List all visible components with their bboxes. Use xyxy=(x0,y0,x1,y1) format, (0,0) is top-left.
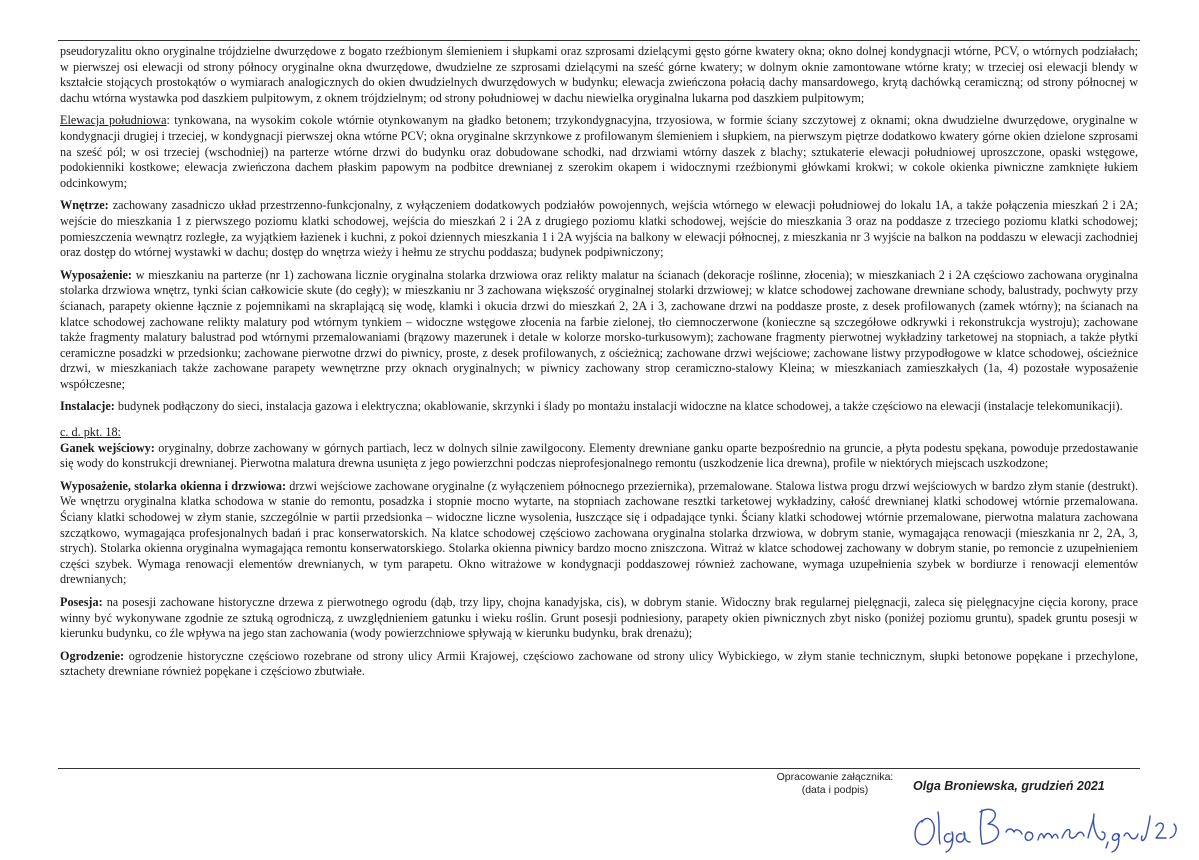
wyposazenie-label: Wyposażenie: xyxy=(60,267,132,282)
ganek-text: oryginalny, dobrze zachowany w górnych partiach, lecz w dolnych silnie zawilgocony. Elementy drewniane ganku oparte bezpośrednio na gruncie, a płyta podestu spękana, powoduje przedostawanie się wody do konstrukcji drewnianej. Pierwotna malatura drewna usunięta z jego powierzchni podczas nieprofesjonalnego remontu (uszkodzenie lica drewna), profile w niektórych miejscach uszkodzone; xyxy=(60,440,1138,471)
ogrodzenie-label: Ogrodzenie: xyxy=(60,648,125,663)
stolarka-label: Wyposażenie, stolarka okienna i drzwiowa: xyxy=(60,478,287,493)
footer-label xyxy=(760,771,910,797)
section-header: c. d. pkt. 18: xyxy=(60,425,121,440)
wyposazenie-paragraph xyxy=(60,268,1138,393)
ganek-label: Ganek wejściowy: xyxy=(60,440,155,455)
instalacje-paragraph xyxy=(60,399,1138,415)
intro-text: pseudoryzalitu okno oryginalne trójdzielne dwurzędowe z bogato rzeźbionym ślemieniem i słupkami oraz szprosami dzielącymi gęsto górne kwatery okna; okno dolnej kondygnacji wtórne, PCV, o wtórnych podziałach; w pierwszej osi elewacji od strony północy oryginalne okna dwurzędowe, dwudzielne ze szprosami dzielącymi na sześć górne kwatery; w dolnym oknie zamontowane wtórne kraty; w trzeciej osi elewacji blendy w kształcie stojących prostokątów o wymiarach analogicznych do okien dwudzielnych dwurzędowych w budynku; elewacja zwieńczona połacią dachy mansardowego, krytą dachówką ceramiczną; od strony północnej w dachu wtórna wystawka pod daszkiem pulpitowym, z oknem trójdzielnym; od strony południowej w dachu niewielka oryginalna lukarna pod daszkiem pulpitowym; xyxy=(60,44,1138,105)
ogrodzenie-text: ogrodzenie historyczne częściowo rozebrane od strony ulicy Armii Krajowej, częściowo zachowane od strony ulicy Wybickiego, w złym stanie technicznym, słupki betonowe popękane i przechylone, sztachety drewniane również popękane i częściowo zbutwiałe. xyxy=(60,648,1138,679)
elewacja-poludniowa-paragraph xyxy=(60,113,1138,191)
stolarka-paragraph xyxy=(60,479,1138,588)
posesja-paragraph xyxy=(60,595,1138,642)
wnetrze-paragraph xyxy=(60,198,1138,260)
stolarka-text: drzwi wejściowe zachowane oryginalne (z wyłączeniem północnego przeziernika), przemalowane. Stalowa listwa progu drzwi wejściowych w bardzo złym stanie (destrukt). We wnętrzu oryginalna klatka schodowa w stanie do remontu, posadzka i stopnie mocno wytarte, na stopniach zachowane resztki tarketowej wykładziny, całość drewnianej klatki schodowej wtórnie przemalowana. Ściany klatki schodowej w złym stanie, szczególnie w partii przedsionka – widoczne liczne wysolenia, łuszczące się i odpadające tynki. Ściany klatki schodowej wtórnie przemalowane, pierwotna malatura zachowana szczątkowo, wymagająca profesjonalnych badań i prac konserwatorskich. Na klatce schodowej częściowo zachowana oryginalna stolarka drzwiowa, w dobrym stanie, wymagająca renowacji (mieszkania nr 2, 2A, 3, strych). Stolarka okienna oryginalna wymagająca remontu konserwatorskiego. Stolarka okienna piwnicy bardzo mocno zniszczona. Witraż w klatce schodowej zachowany w dobrym stanie, po remoncie z uzupełnieniem części szybek. Wymaga renowacji elementów drewnianych, w tym parapetu. Okno witrażowe w kondygnacji poddaszowej również zachowane, wymaga uzupełnienia szybek w bordiurze i renowacji elementów drewnianych; xyxy=(60,478,1139,587)
posesja-label: Posesja: xyxy=(60,595,103,609)
footer-label-line2: (data i podpis) xyxy=(801,784,869,796)
footer-label-line1: Opracowanie załącznika: xyxy=(776,771,894,783)
elewacja-poludniowa-label: Elewacja południowa xyxy=(60,113,167,128)
bottom-rule xyxy=(58,768,1140,769)
intro-paragraph xyxy=(60,44,1138,106)
top-rule xyxy=(58,40,1140,41)
footer-author: Olga Broniewska, grudzień 2021 xyxy=(913,779,1105,793)
wnetrze-label: Wnętrze: xyxy=(60,198,109,213)
document-body xyxy=(60,44,1138,687)
instalacje-text: budynek podłączony do sieci, instalacja gazowa i elektryczna; okablowanie, skrzynki i ślady po montażu instalacji widoczne na klatce schodowej, a także częściowo na elewacji (instalacje telekomunikacji). xyxy=(114,399,1123,414)
posesja-text: na posesji zachowane historyczne drzewa z pierwotnego ogrodu (dąb, trzy lipy, chojna kanadyjska, cis), w dobrym stanie. Widoczny brak regularnej pielęgnacji, zaleca się pielęgnacyjne cięcia korony, prace winny być wykonywane zgodnie ze sztuką ogrodniczą, z uwzględnieniem gatunku i wieku roślin. Grunt posesji podniesiony, parapety okien piwnicznych zbyt nisko (poniżej poziomu gruntu), spadek gruntu posesji w kierunku budynku, co źle wpływa na jego stan zachowania (wody powierzchniowe spływają w kierunku budynku, brak drenażu); xyxy=(60,595,1138,641)
ogrodzenie-paragraph xyxy=(60,649,1138,680)
wyposazenie-text: w mieszkaniu na parterze (nr 1) zachowana licznie oryginalna stolarka drzwiowa oraz relikty malatur na ścianach (dekoracje roślinne, złocenia); w mieszkaniach 2 i 2A częściowo zachowana oryginalna stolarka drzwiowa wnętrz, tynki ścian całkowicie skute (do cegły); w mieszkaniu nr 3 zachowana większość oryginalnej stolarki drzwiowej; w klatce schodowej zachowane drewniane schody, balustrady, pochwyty przy ścianach, parapety okienne łącznie z pojemnikami na skraplającą się wodę, klamki i okucia drzwi do mieszkań 2, 2A i 3, zachowane drzwi na poddasze proste, z desek profilowanych (zamek wtórny); na ścianach na klatce schodowej zachowane relikty malatury pod wtórnym tynkiem – widoczne wstęgowe złocenia na farbie zielonej, tło ciemnoczerwone (konieczne są szczegółowe odkrywki i rekonstrukcja wystroju); zachowane także fragmenty malatury balustrad pod wtórnymi przemalowaniami (brązowy mazerunek i detale w kolorze morsko-turkusowym); zachowane fragmenty pierwotnej wykładziny tarketowej na stopniach, a także płytki ceramiczne posadzki w przedsionku; zachowane pierwotne drzwi do piwnicy, proste, z desek profilowanych, z ościeżnicą; zachowane drzwi wejściowe; zachowane listwy przypodłogowe w klatce schodowej, ościeżnice drzwi, w mieszkaniach także zachowane parapety wewnętrzne przy oknach oryginalnych; w piwnicy zachowany strop ceramiczno-stalowy Kleina; w mieszkaniach zamieszkałych (1a, 4) pozostałe wyposażenie współczesne; xyxy=(60,267,1138,391)
elewacja-poludniowa-text: : tynkowana, na wysokim cokole wtórnie otynkowanym na gładko betonem; trzykondygnacyjna, trzyosiowa, w formie ściany szczytowej z oknami; okna dwudzielne dwurzędowe, oryginalne w kondygnacji drugiej i trzeciej, w kondygnacji pierwszej okna wtórne PCV; okna oryginalne skrzynkowe z profilowanym ślemieniem i słupkiem, na pierwszym piętrze dodatkowo kwatery górne okien dzielone szprosami na sześć pól; w osi trzeciej (wschodniej) na parterze wtórne drzwi do budynku oraz dobudowane schodki, nad drzwiami wtórny daszek z blachy; sztukaterie elewacji południowej uproszczone, opaski wstęgowe, podokienniki kostkowe; elewacja zwieńczona dachem płaskim papowym na podbitce drewnianej z szerokim okapem i widocznymi rzeźbionymi główkami krokwi; w cokole okienka piwniczne zamknięte łukiem odcinkowym; xyxy=(60,113,1138,190)
ganek-paragraph xyxy=(60,441,1138,472)
wnetrze-text: zachowany zasadniczo układ przestrzenno-funkcjonalny, z wyłączeniem dodatkowych podziałów powojennych, wejścia wtórnego w elewacji południowej do lokalu 1A, a także połączenia mieszkań 2 i 2A; wejście do mieszkania 1 z pierwszego poziomu klatki schodowej, wejścia do mieszkań 2 i 2A z drugiego poziomu klatki schodowej, wejście do mieszkania 3 oraz na poddasze z trzeciego poziomu klatki schodowej; pomieszczenia wewnątrz rozległe, za wyjątkiem łazienek i kuchni, z pokoi dziennych mieszkania 1 i 2A wyjścia na balkony w elewacji północnej, z mieszkania nr 3 wyjście na balkon na poddaszu w elewacji zachodniej oraz dostęp do wtórnej wystawki w dachu; dostęp do wnętrza wieży i hełmu ze strychu poddasza; budynek podpiwniczony; xyxy=(60,198,1138,260)
instalacje-label: Instalacje: xyxy=(60,399,115,414)
handwritten-signature xyxy=(910,798,1180,856)
